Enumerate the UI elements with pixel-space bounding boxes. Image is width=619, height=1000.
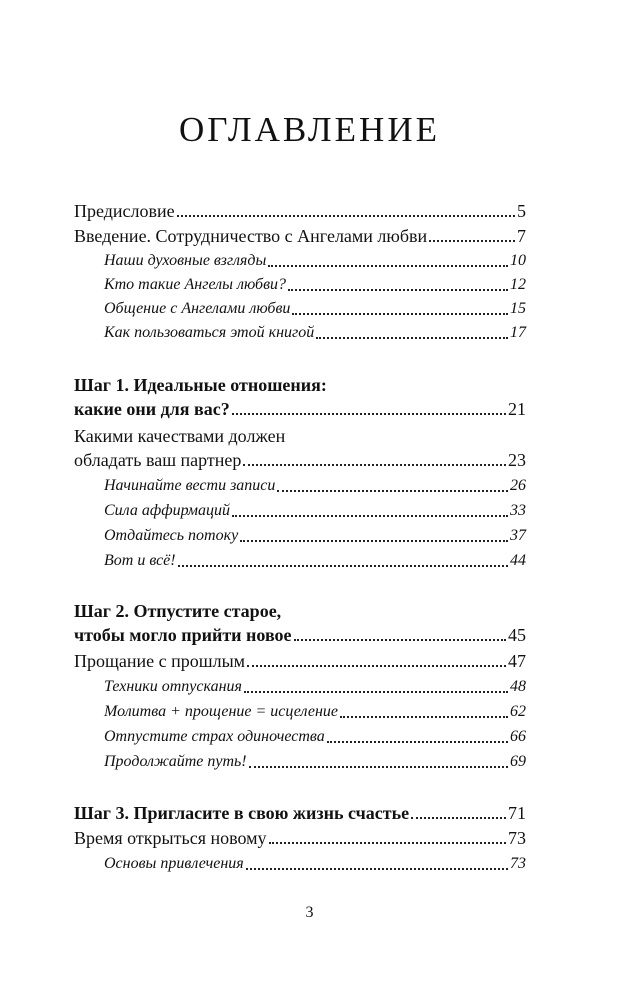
toc-section-entry[interactable] (74, 800, 526, 824)
toc-entry-page: 48 (510, 678, 526, 695)
toc-entry-title: Как пользоваться этой книгой (104, 324, 315, 341)
dot-leader (327, 740, 508, 743)
dot-leader (316, 336, 508, 339)
toc-entry-title: Кто такие Ангелы любви? (104, 276, 287, 293)
toc-entry-title: Шаг 3. Пригласите в свою жизнь счастье (74, 803, 410, 823)
toc-entry-title: Прощание с прошлым (74, 651, 246, 671)
toc-entry-line: Какими качествами должен (74, 426, 286, 446)
toc-entry-page: 73 (510, 855, 526, 872)
toc-subentry[interactable] (104, 473, 526, 497)
dot-leader (292, 312, 508, 315)
dot-leader (411, 816, 506, 819)
dot-leader (247, 664, 506, 667)
toc-entry-page: 37 (510, 527, 526, 544)
toc-entry-title: Молитва + прощение = исцеление (104, 703, 338, 720)
dot-leader (294, 638, 506, 641)
page-number: 3 (305, 904, 314, 921)
toc-entry-title: чтобы могло прийти новое (74, 625, 292, 645)
toc-entry-page: 17 (510, 324, 526, 341)
dot-leader (177, 214, 515, 217)
dot-leader (244, 690, 508, 693)
toc-entry-title: Общение с Ангелами любви (104, 300, 291, 317)
toc-subentry[interactable] (104, 724, 526, 748)
toc-entry[interactable] (74, 198, 526, 222)
dot-leader (232, 514, 508, 517)
toc-subentry[interactable] (104, 674, 526, 698)
toc-entry-title: Наши духовные взгляды (104, 252, 267, 269)
toc-entry-page: 5 (517, 201, 526, 221)
toc-entry-page: 71 (508, 803, 526, 823)
toc-entry-page: 7 (517, 226, 526, 246)
dot-leader (340, 715, 508, 718)
toc-entry[interactable] (74, 648, 526, 672)
toc-entry-page: 44 (510, 552, 526, 569)
toc-section-heading: Шаг 2. Отпустите старое, (74, 601, 282, 621)
toc-entry-title: Отпустите страх одиночества (104, 728, 325, 745)
toc-entry-title: Сила аффирмаций (104, 502, 230, 519)
toc-entry-title: Техники отпускания (104, 678, 242, 695)
dot-leader (277, 489, 508, 492)
toc-subentry[interactable] (104, 498, 526, 522)
toc-entry-page: 10 (510, 252, 526, 269)
toc-entry-page: 62 (510, 703, 526, 720)
toc-subentry[interactable] (104, 749, 526, 773)
toc-subentry[interactable] (104, 272, 526, 296)
toc-subentry[interactable] (104, 851, 526, 875)
dot-leader (269, 841, 506, 844)
toc-entry-title: обладать ваш партнер (74, 450, 242, 470)
dot-leader (288, 288, 508, 291)
toc-entry-title: Введение. Сотрудничество с Ангелами любви (74, 226, 428, 246)
toc-entry[interactable] (74, 825, 526, 849)
toc-entry[interactable] (74, 223, 526, 247)
toc-subentry[interactable] (104, 699, 526, 723)
toc-subentry[interactable] (104, 296, 526, 320)
toc-entry-title: какие они для вас? (74, 399, 230, 419)
toc-entry-page: 21 (508, 399, 526, 419)
toc-section-heading: Шаг 1. Идеальные отношения: (74, 375, 327, 395)
dot-leader (232, 412, 506, 415)
toc-entry-title: Продолжайте путь! (104, 753, 247, 770)
toc-entry-page: 69 (510, 753, 526, 770)
dot-leader (243, 463, 506, 466)
toc-entry-page: 26 (510, 477, 526, 494)
toc-entry-page: 73 (508, 828, 526, 848)
toc-entry-title: Начинайте вести записи (104, 477, 276, 494)
dot-leader (178, 564, 508, 567)
toc-entry-title: Время открыться новому (74, 828, 267, 848)
dot-leader (246, 867, 508, 870)
toc-subentry[interactable] (104, 523, 526, 547)
toc-entry-title: Вот и всё! (104, 552, 176, 569)
toc-entry-page: 66 (510, 728, 526, 745)
dot-leader (249, 765, 508, 768)
toc-entry[interactable] (74, 447, 526, 471)
toc-subentry[interactable] (104, 548, 526, 572)
toc-entry-title: Предисловие (74, 201, 175, 221)
page-title: ОГЛАВЛЕНИЕ (179, 110, 440, 149)
toc-section-entry[interactable] (74, 396, 526, 420)
dot-leader (268, 264, 508, 267)
toc-section-entry[interactable] (74, 622, 526, 646)
toc-subentry[interactable] (104, 320, 526, 344)
toc-subentry[interactable] (104, 248, 526, 272)
toc-entry-page: 23 (508, 450, 526, 470)
toc-entry-page: 12 (510, 276, 526, 293)
toc-entry-page: 33 (510, 502, 526, 519)
toc-entry-page: 15 (510, 300, 526, 317)
toc-entry-page: 47 (508, 651, 526, 671)
dot-leader (240, 539, 508, 542)
toc-entry-title: Отдайтесь потоку (104, 527, 239, 544)
toc-entry-page: 45 (508, 625, 526, 645)
dot-leader (429, 239, 515, 242)
toc-entry-title: Основы привлечения (104, 855, 244, 872)
